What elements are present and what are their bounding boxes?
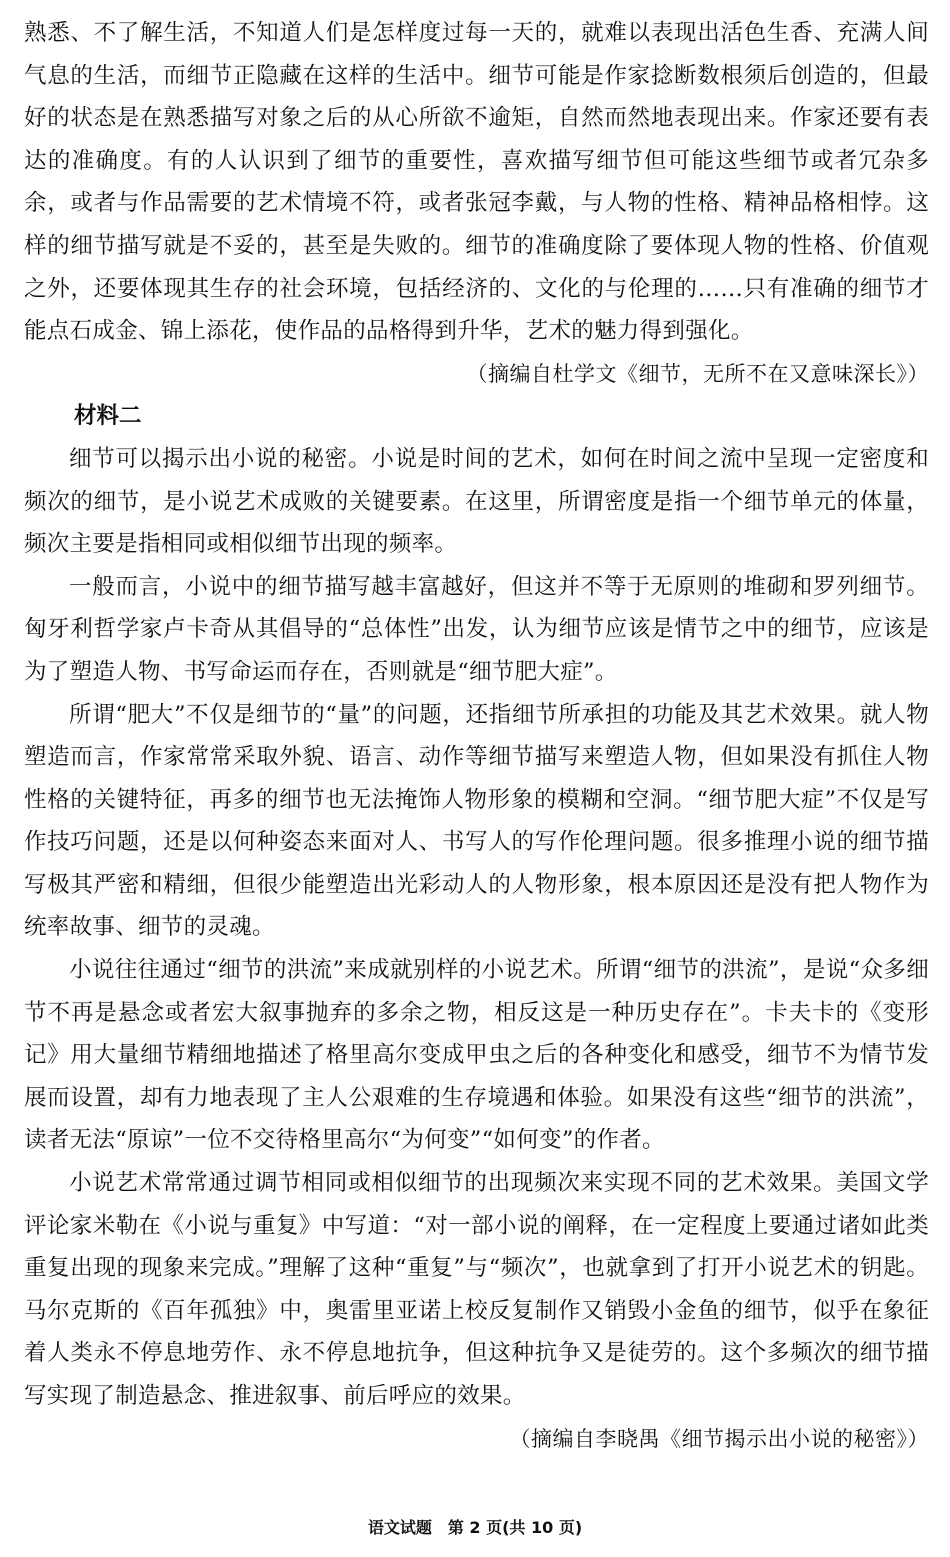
material2-paragraph-2: 一般而言，小说中的细节描写越丰富越好，但这并不等于无原则的堆砌和罗列细节。匈牙利哲学家卢卡奇从其倡导的“总体性”出发，认为细节应该是情节之中的细节，应该是为了塑造人物、书写命运而存在，否则就是“细节肥大症”。 (24, 573, 929, 685)
material2-paragraph-4: 小说往往通过“细节的洪流”来成就别样的小说艺术。所谓“细节的洪流”，是说“众多细节不再是悬念或者宏大叙事抛弃的多余之物，相反这是一种历史存在”。卡夫卡的《变形记》用大量细节精细地描述了格里高尔变成甲虫之后的各种变化和感受，细节不为情节发展而设置，却有力地表现了主人公艰难的生存境遇和体验。如果没有这些“细节的洪流”，读者无法“原谅”一位不交待格里高尔“为何变”“如何变”的作者。 (24, 957, 929, 1154)
material1-source: （摘编自杜学文《细节，无所不在又意味深长》） (466, 361, 929, 386)
material2-heading: 材料二 (74, 403, 142, 430)
material2-source: （摘编自李晓禺《细节揭示出小说的秘密》） (509, 1426, 929, 1451)
material2-paragraph-5: 小说艺术常常通过调节相同或相似细节的出现频次来实现不同的艺术效果。美国文学评论家米勒在《小说与重复》中写道：“对一部小说的阐释，在一定程度上要通过诸如此类重复出现的现象来完成。”理解了这种“重复”与“频次”，也就拿到了打开小说艺术的钥匙。马尔克斯的《百年孤独》中，奥雷里亚诺上校反复制作又销毁小金鱼的细节，似乎在象征着人类永不停息地劳作、永不停息地抗争，但这种抗争又是徒劳的。这个多频次的细节描写实现了制造悬念、推进叙事、前后呼应的效果。 (24, 1170, 929, 1409)
page-content (24, 12, 929, 1460)
material2-paragraph-1: 细节可以揭示出小说的秘密。小说是时间的艺术，如何在时间之流中呈现一定密度和频次的细节，是小说艺术成败的关键要素。在这里，所谓密度是指一个细节单元的体量，频次主要是指相同或相似细节出现的频率。 (24, 445, 929, 558)
page-footer: 语文试题 第 2 页(共 10 页) (367, 1518, 583, 1537)
material2-paragraph-3: 所谓“肥大”不仅是细节的“量”的问题，还指细节所承担的功能及其艺术效果。就人物塑造而言，作家常常采取外貌、语言、动作等细节描写来塑造人物，但如果没有抓住人物性格的关键特征，再多的细节也无法掩饰人物形象的模糊和空洞。“细节肥大症”不仅是写作技巧问题，还是以何种姿态来面对人、书写人的写作伦理问题。很多推理小说的细节描写极其严密和精细，但很少能塑造出光彩动人的人物形象，根本原因还是没有把人物作为统率故事、细节的灵魂。 (24, 701, 929, 941)
material1-tail-paragraph: 熟悉、不了解生活，不知道人们是怎样度过每一天的，就难以表现出活色生香、充满人间气息的生活，而细节正隐藏在这样的生活中。细节可能是作家捻断数根须后创造的，但最好的状态是在熟悉描写对象之后的从心所欲不逾矩，自然而然地表现出来。作家还要有表达的准确度。有的人认识到了细节的重要性，喜欢描写细节但可能这些细节或者冗杂多余，或者与作品需要的艺术情境不符，或者张冠李戴，与人物的性格、精神品格相悖。这样的细节描写就是不妥的，甚至是失败的。细节的准确度除了要体现人物的性格、价值观之外，还要体现其生存的社会环境，包括经济的、文化的与伦理的……只有准确的细节才能点石成金、锦上添花，使作品的品格得到升华，艺术的魅力得到强化。 (24, 20, 929, 345)
